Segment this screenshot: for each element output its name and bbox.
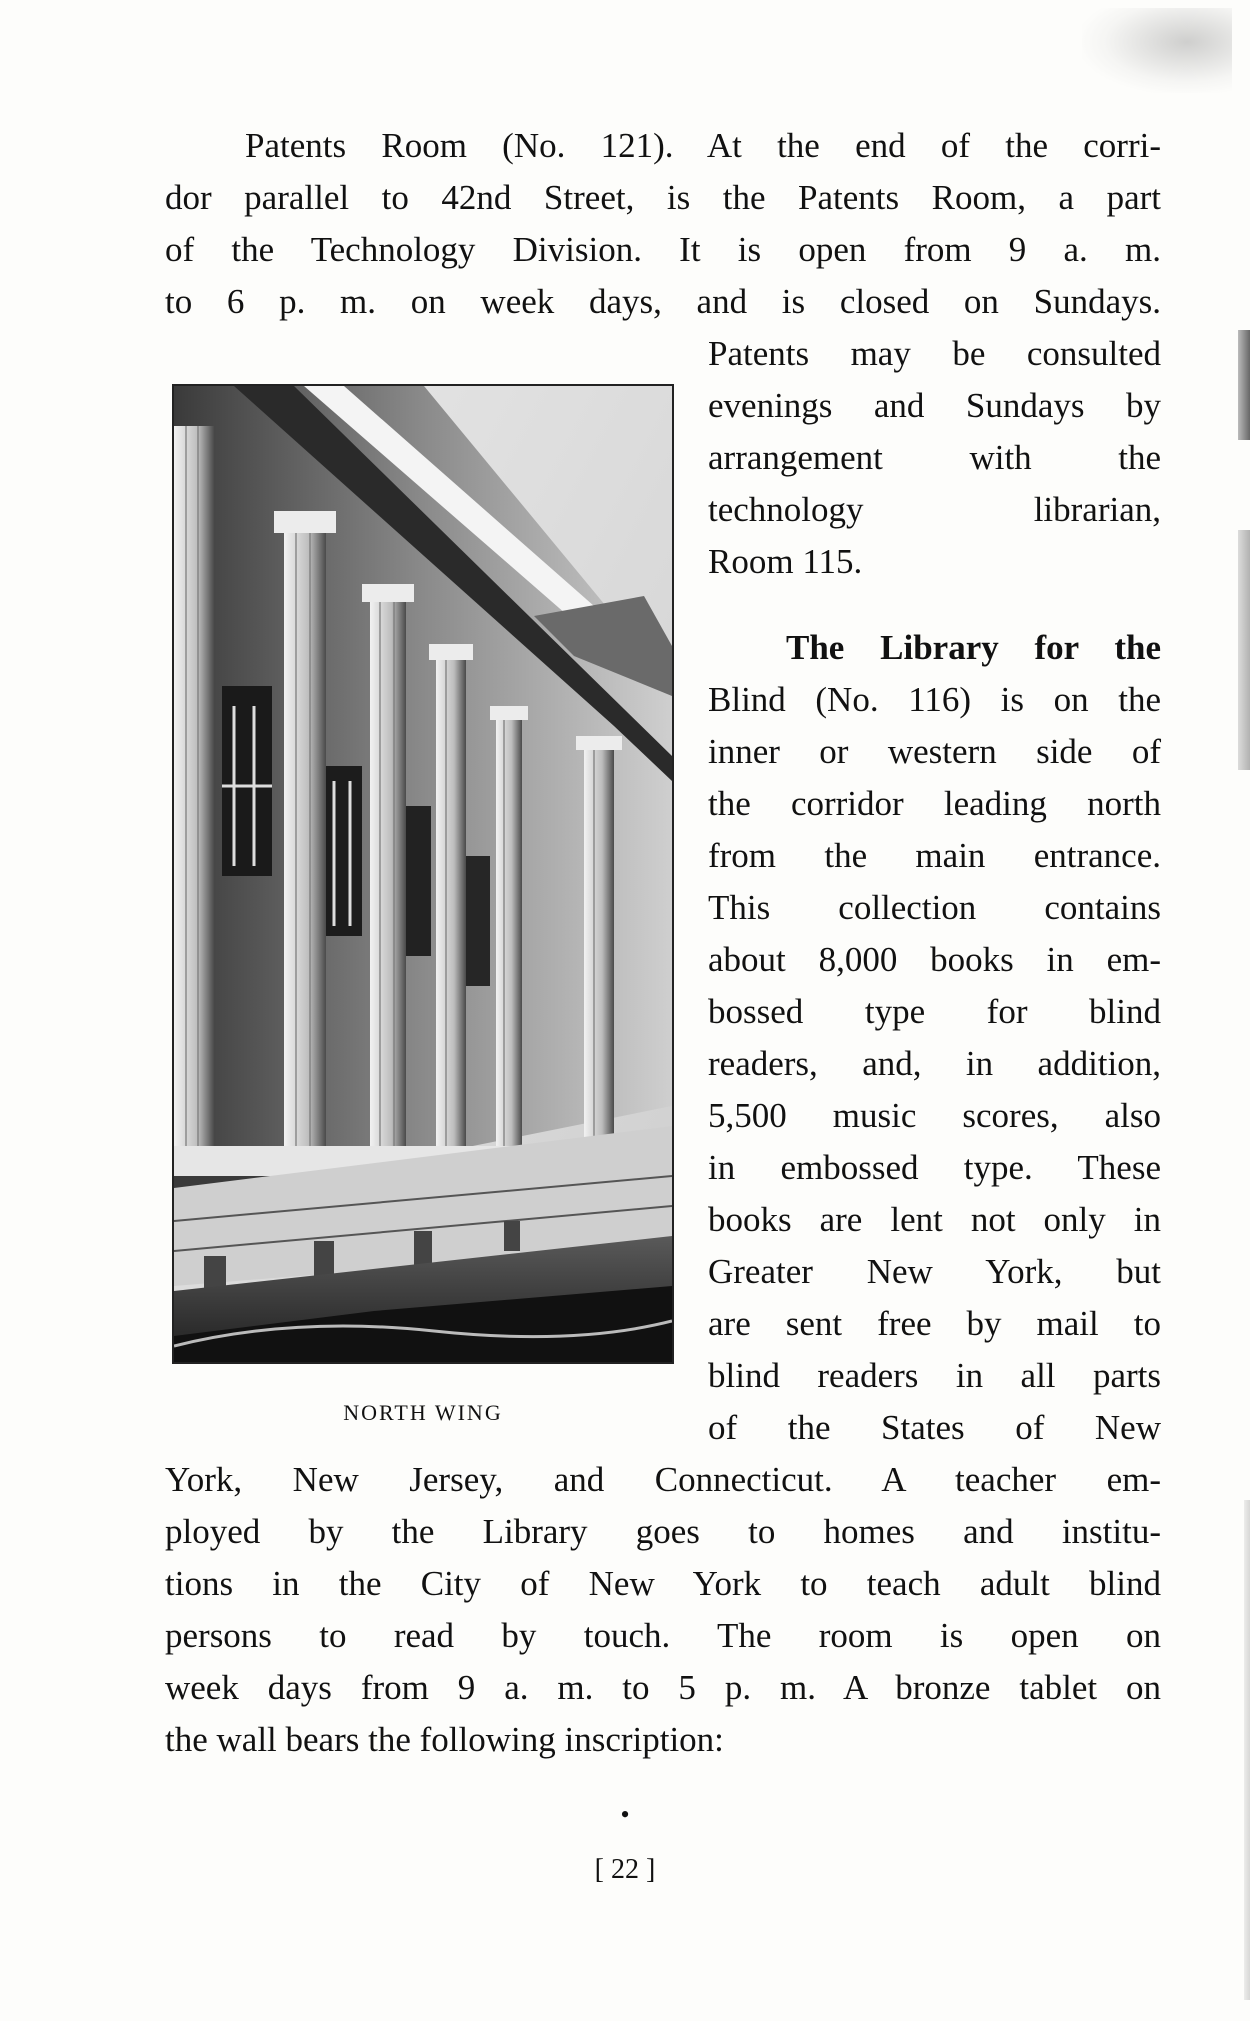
body-line: of the Technology Division. It is open from 9 a. m.: [165, 230, 1161, 269]
body-line: to 6 p. m. on week days, and is closed on Sundays.: [165, 282, 1161, 321]
body-line: ployed by the Library goes to homes and institu-: [165, 1512, 1161, 1551]
body-line: the wall bears the following inscription:: [165, 1720, 724, 1759]
building-photo-icon: [172, 384, 674, 1364]
body-line: Room 115.: [708, 542, 863, 581]
body-line: from the main entrance.: [708, 836, 1161, 875]
body-line: inner or western side of: [708, 732, 1161, 771]
body-line: technology librarian,: [708, 490, 1161, 529]
body-line: blind readers in all parts: [708, 1356, 1161, 1395]
body-line: books are lent not only in: [708, 1200, 1161, 1239]
body-line: in embossed type. These: [708, 1148, 1161, 1187]
ornament: •: [620, 1800, 630, 1829]
body-line: bossed type for blind: [708, 992, 1161, 1031]
body-line: tions in the City of New York to teach adult blind: [165, 1564, 1161, 1603]
figure-caption: NORTH WING: [343, 1400, 503, 1425]
body-line: Greater New York, but: [708, 1252, 1161, 1291]
body-line: week days from 9 a. m. to 5 p. m. A bronze tablet on: [165, 1668, 1161, 1707]
scan-edge-mark: [1244, 1500, 1250, 2000]
body-line: Blind (No. 116) is on the: [708, 680, 1161, 719]
body-line: about 8,000 books in em-: [708, 940, 1161, 979]
body-line: Patents may be consulted: [708, 334, 1161, 373]
body-line: This collection contains: [708, 888, 1161, 927]
body-line: readers, and, in addition,: [708, 1044, 1161, 1083]
body-line: arrangement with the: [708, 438, 1161, 477]
page-number: [ 22 ]: [594, 1854, 656, 1885]
body-line: persons to read by touch. The room is open on: [165, 1616, 1161, 1655]
section-heading: The Library for the: [786, 628, 1161, 667]
body-line: 5,500 music scores, also: [708, 1096, 1161, 1135]
scan-edge-mark: [1238, 530, 1250, 770]
body-line: Patents Room (No. 121). At the end of the corri-: [245, 126, 1161, 165]
body-line: York, New Jersey, and Connecticut. A teacher em-: [165, 1460, 1161, 1499]
body-line: dor parallel to 42nd Street, is the Patents Room, a part: [165, 178, 1161, 217]
body-line: are sent free by mail to: [708, 1304, 1161, 1343]
scan-edge-mark: [1238, 330, 1250, 440]
scan-speckle: [1082, 8, 1232, 93]
body-line: evenings and Sundays by: [708, 386, 1161, 425]
body-line: of the States of New: [708, 1408, 1161, 1447]
body-line: the corridor leading north: [708, 784, 1161, 823]
